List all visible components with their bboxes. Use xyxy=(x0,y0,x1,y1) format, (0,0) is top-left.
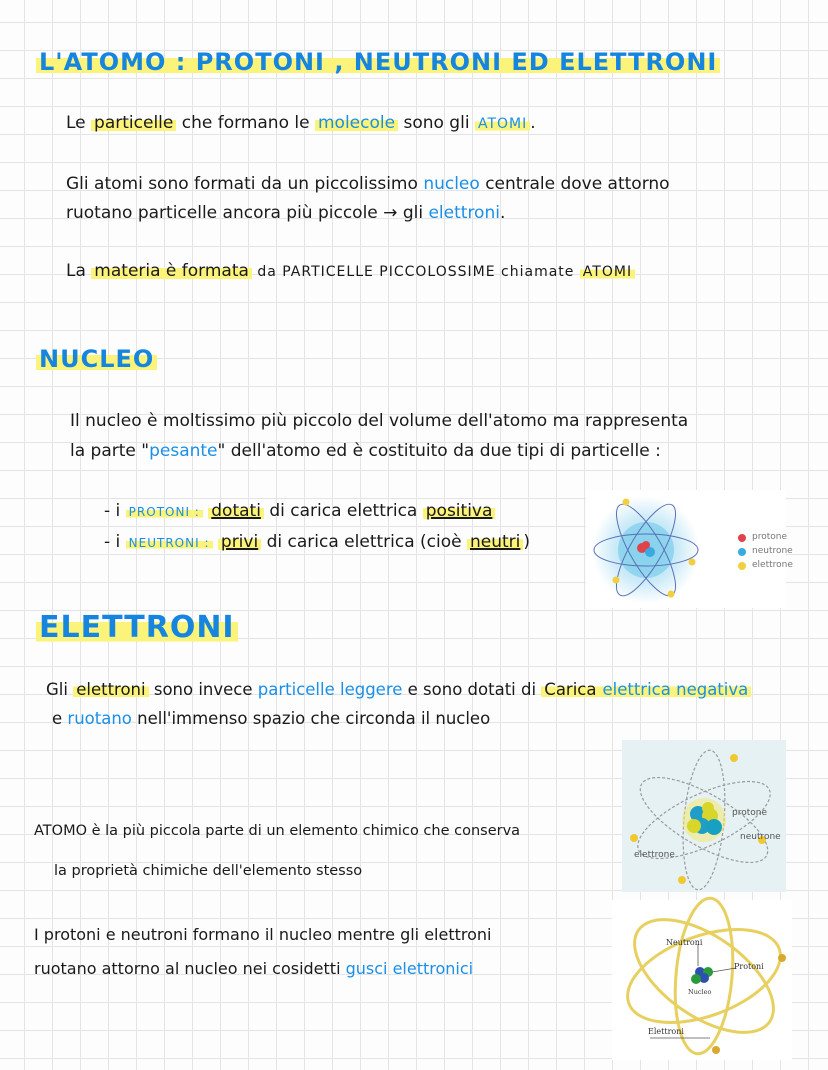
intro-line-1: Le particelle che formano le molecole sono gli ATOMI . xyxy=(66,113,536,133)
bullet-neutroni: - i NEUTRONI : privi di carica elettrica (cioè neutri ) xyxy=(104,532,531,552)
fig3-label-elettroni: Elettroni xyxy=(648,1027,684,1036)
fig2-label-protone: protone xyxy=(732,808,767,818)
intro-line-4: La materia è formata da PARTICELLE PICCOLOSSIME chiamate ATOMI xyxy=(66,256,635,287)
nucleo-line-1: Il nucleo è moltissimo più piccolo del volume dell'atomo ma rappresenta xyxy=(70,411,689,431)
fig3-label-protoni: Protoni xyxy=(734,962,764,971)
bullet-protoni: - i PROTONI : dotati di carica elettrica positiva xyxy=(104,496,495,527)
nucleo-line-2: la parte "pesante" dell'atomo ed è costituito da due tipi di particelle : xyxy=(70,441,661,461)
legend-protone: protone xyxy=(752,532,787,542)
fig2-label-neutrone: neutrone xyxy=(740,832,781,842)
legend-neutrone: neutrone xyxy=(752,546,793,556)
legend-elettrone: elettrone xyxy=(752,560,793,570)
fig3-label-neutroni: Neutroni xyxy=(666,938,703,947)
atom-diagram-3 xyxy=(612,900,792,1060)
definition-line-1: ATOMO è la più piccola parte di un elemento chimico che conserva xyxy=(34,823,521,839)
definition-line-2: la proprietà chimiche dell'elemento stesso xyxy=(54,863,363,879)
intro-line-2: Gli atomi sono formati da un piccolissimo nucleo centrale dove attorno xyxy=(66,174,670,194)
atom-figure-2 xyxy=(622,740,786,892)
intro-line-3: ruotano particelle ancora più piccole → gli elettroni. xyxy=(66,203,506,223)
fig2-label-elettrone: elettrone xyxy=(634,850,675,860)
atom-figure-3 xyxy=(612,900,792,1060)
page-title: L'ATOMO : PROTONI , NEUTRONI ED ELETTRONI xyxy=(36,48,720,76)
elettroni-line-2: e ruotano nell'immenso spazio che circonda il nucleo xyxy=(52,709,491,728)
section-title-elettroni: ELETTRONI xyxy=(36,610,238,645)
final-line-1: I protoni e neutroni formano il nucleo mentre gli elettroni xyxy=(34,925,492,944)
elettroni-line-1: Gli elettroni sono invece particelle leggere e sono dotati di Carica elettrica negativa xyxy=(46,675,751,705)
fig3-label-nucleo: Nucleo xyxy=(688,988,712,996)
atom-figure-1 xyxy=(586,490,793,608)
final-line-2: ruotano attorno al nucleo nei cosidetti gusci elettronici xyxy=(34,959,474,978)
section-title-nucleo: NUCLEO xyxy=(36,345,157,373)
